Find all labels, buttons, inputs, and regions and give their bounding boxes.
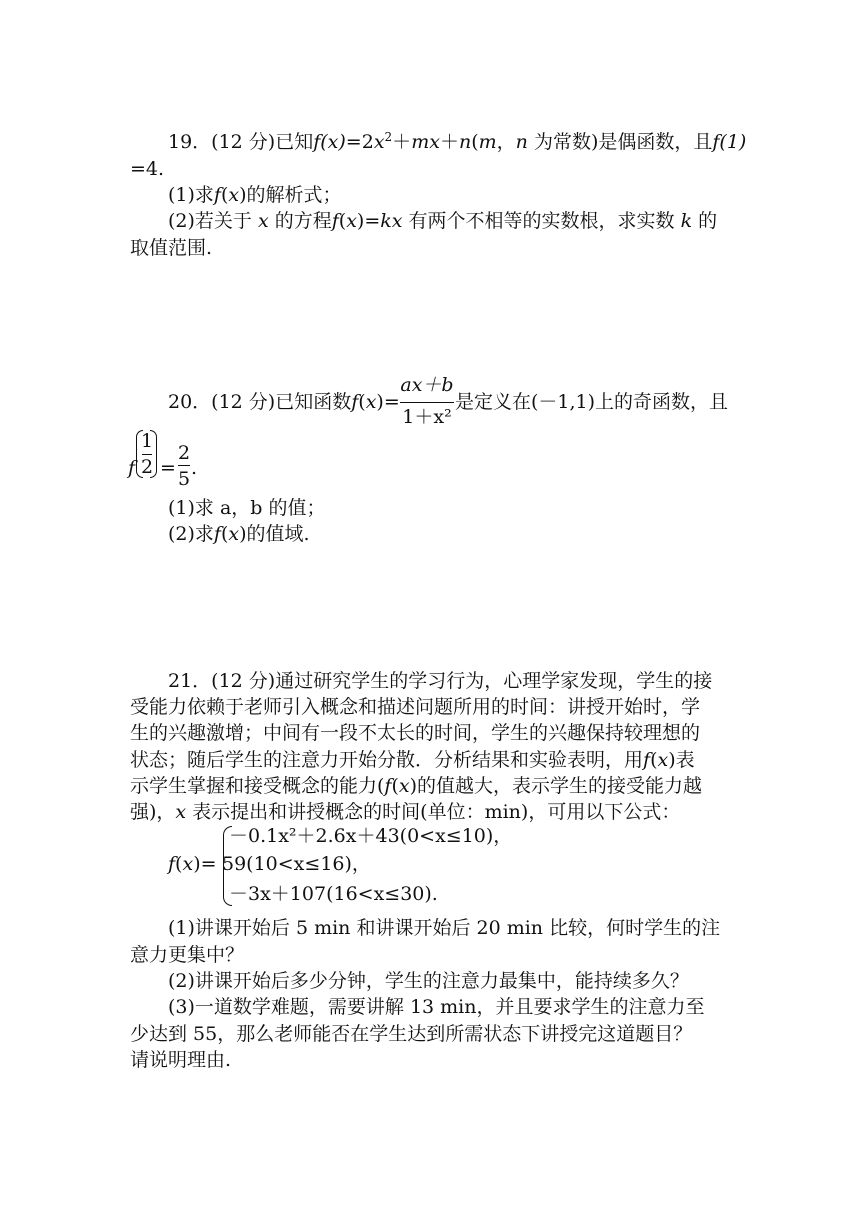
q19-line-2: =4.	[130, 158, 165, 180]
q21-sub-1-line-2: 意力更集中？	[130, 944, 245, 966]
q21-line-4: 状态；随后学生的注意力开始分散．分析结果和实验表明，用f(x)表	[130, 749, 695, 771]
q21-sub-2: (2)讲课开始后多少分钟，学生的注意力最集中，能持续多久？	[168, 970, 689, 992]
cond-period: .	[191, 457, 198, 479]
cond-denominator: 2	[140, 456, 154, 478]
q20-line-1: 20．(12 分)已知函数f(x)=	[168, 391, 400, 413]
q21-sub-1: (1)讲课开始后 5 min 和讲课开始后 20 min 比较，何时学生的注	[168, 917, 721, 939]
cond-numerator: 1	[140, 430, 154, 452]
right-paren	[150, 430, 157, 478]
q20-fraction-denominator: 1＋x²	[402, 406, 452, 428]
q21-line-1: 21．(12 分)通过研究学生的学习行为，心理学家发现，学生的接	[168, 670, 713, 692]
cond-value-numerator: 2	[177, 442, 191, 464]
case-3: －3x＋107(16<x≤30).	[229, 883, 438, 905]
q21-line-3: 生的兴趣激增；中间有一段不太长的时间，学生的兴趣保持较理想的	[130, 722, 701, 744]
q19-sub-2-line-2: 取值范围.	[130, 237, 213, 259]
q20-fraction-numerator: ax＋b	[400, 374, 454, 396]
q19-sub-2: (2)若关于 x 的方程f(x)=kx 有两个不相等的实数根，求实数 k 的	[168, 210, 718, 232]
cond-f: f	[128, 457, 136, 479]
q21-sub-3-line-2: 少达到 55，那么老师能否在学生达到所需状态下讲授完这道题目？	[130, 1023, 693, 1045]
q21-line-2: 受能力依赖于老师引入概念和描述问题所用的时间：讲授开始时，学	[130, 696, 701, 718]
q21-line-6: 强)，x 表示提出和讲授概念的时间(单位：min)，可用以下公式：	[130, 801, 681, 823]
q21-line-5: 示学生掌握和接受概念的能力(f(x)的值越大，表示学生的接受能力越	[130, 775, 703, 797]
q20-sub-2: (2)求f(x)的值域.	[168, 523, 310, 545]
q20-sub-1: (1)求 a，b 的值；	[168, 497, 326, 519]
q19-sub-1: (1)求f(x)的解析式；	[168, 184, 342, 206]
piecewise-fx: f(x)=	[168, 853, 217, 875]
case-1: －0.1x²＋2.6x＋43(0<x≤10)，	[229, 825, 513, 847]
cond-equals: =	[160, 457, 176, 479]
q21-sub-3-line-3: 请说明理由.	[130, 1049, 232, 1071]
q19-line-1: 19．(12 分)已知$f(x)=2x^2+mx+n(m$，n 为常数)是偶函数，且f(1)	[168, 130, 747, 153]
case-2: 59(10<x≤16)，	[222, 853, 371, 875]
q20-fraction-bar	[400, 402, 454, 403]
q20-line-1-end: 是定义在(－1,1)上的奇函数，且	[455, 391, 729, 413]
q21-sub-3: (3)一道数学难题，需要讲解 13 min，并且要求学生的注意力至	[168, 996, 705, 1018]
cond-value-denominator: 5	[177, 468, 191, 490]
